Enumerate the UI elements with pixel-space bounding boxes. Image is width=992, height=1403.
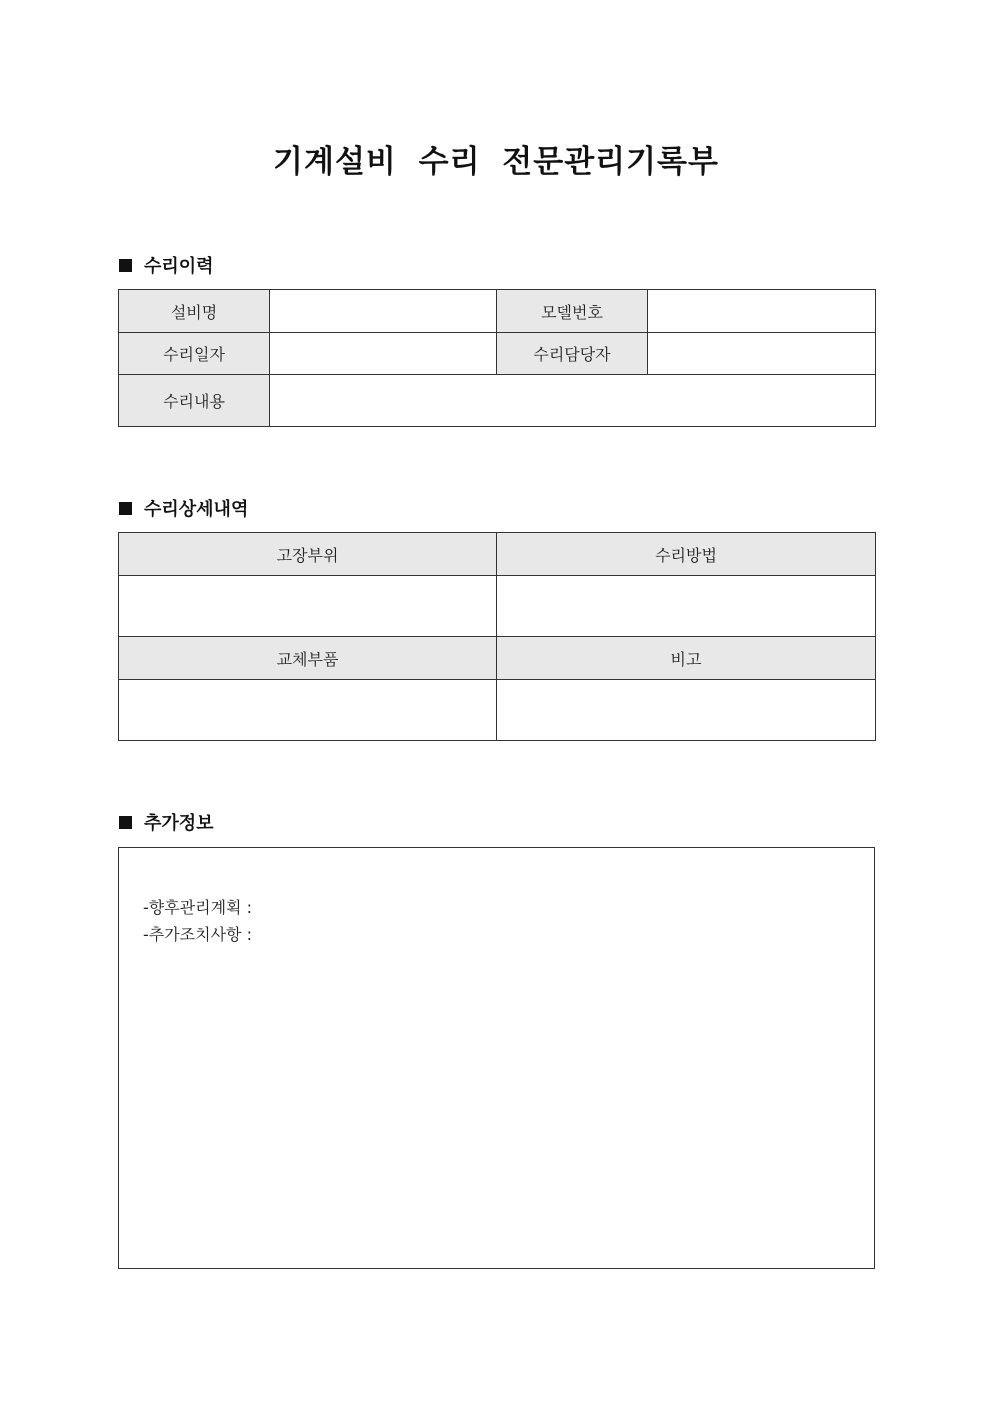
additional-info-box[interactable] xyxy=(118,847,875,1269)
remarks-field[interactable] xyxy=(497,680,876,741)
remarks-label: 비고 xyxy=(497,637,876,680)
repair-history-heading-text: 수리이력 xyxy=(144,256,214,277)
additional-action-line: -추가조치사항 : xyxy=(143,925,252,944)
repair-details-heading xyxy=(119,497,248,519)
repair-date-label: 수리일자 xyxy=(119,333,270,375)
table-row xyxy=(119,375,876,427)
table-row xyxy=(119,533,876,576)
square-bullet-icon xyxy=(119,259,132,272)
fault-part-label: 고장부위 xyxy=(119,533,497,576)
model-number-label: 모델번호 xyxy=(497,290,648,333)
repair-content-field[interactable] xyxy=(270,375,876,427)
repair-content-label: 수리내용 xyxy=(119,375,270,427)
square-bullet-icon xyxy=(119,502,132,515)
repair-method-label: 수리방법 xyxy=(497,533,876,576)
fault-part-field[interactable] xyxy=(119,576,497,637)
repair-history-table xyxy=(118,289,876,427)
table-row xyxy=(119,290,876,333)
replaced-parts-field[interactable] xyxy=(119,680,497,741)
model-number-field[interactable] xyxy=(648,290,876,333)
repair-date-field[interactable] xyxy=(270,333,497,375)
repair-details-table xyxy=(118,532,876,741)
repair-history-heading xyxy=(119,254,214,276)
equipment-name-field[interactable] xyxy=(270,290,497,333)
repair-details-heading-text: 수리상세내역 xyxy=(144,499,249,520)
repair-manager-label: 수리담당자 xyxy=(497,333,648,375)
table-row xyxy=(119,576,876,637)
equipment-name-label: 설비명 xyxy=(119,290,270,333)
table-row xyxy=(119,680,876,741)
table-row xyxy=(119,333,876,375)
replaced-parts-label: 교체부품 xyxy=(119,637,497,680)
additional-info-heading-text: 추가정보 xyxy=(144,813,214,834)
additional-info-heading xyxy=(119,811,214,833)
square-bullet-icon xyxy=(119,816,132,829)
table-row xyxy=(119,637,876,680)
document-title: 기계설비 수리 전문관리기록부 xyxy=(273,144,719,180)
future-plan-line: -향후관리계획 : xyxy=(143,898,252,917)
additional-info-lines xyxy=(143,894,252,948)
repair-method-field[interactable] xyxy=(497,576,876,637)
repair-manager-field[interactable] xyxy=(648,333,876,375)
